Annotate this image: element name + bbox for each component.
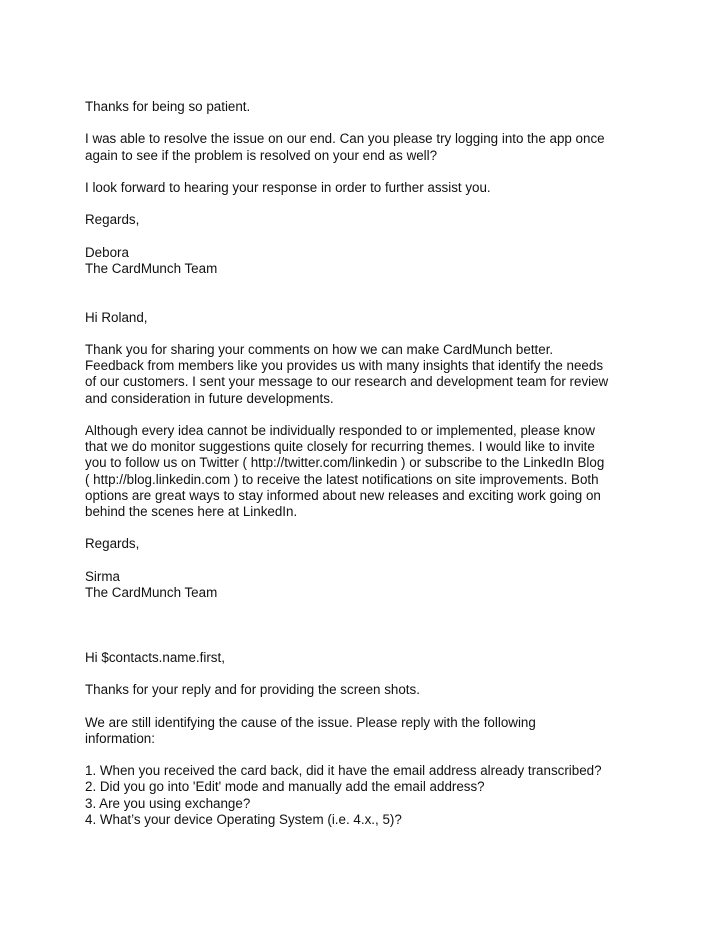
email3-greeting: Hi $contacts.name.first,: [85, 649, 225, 665]
paragraph-gap: [85, 115, 685, 131]
paragraph-gap: [85, 196, 685, 212]
email3-line: information:: [85, 730, 155, 746]
email2-greeting: Hi Roland,: [85, 309, 148, 325]
paragraph-gap: [85, 520, 685, 536]
paragraph-gap: [85, 229, 685, 245]
email3-question: 1. When you received the card back, did it have the email address already transcribed?: [85, 763, 602, 779]
email3-line: Thanks for your reply and for providing the screen shots.: [85, 682, 420, 698]
email3-question: 2. Did you go into 'Edit' mode and manually add the email address?: [85, 779, 485, 795]
email1-line: I was able to resolve the issue on our end. Can you please try logging into the app once: [85, 131, 605, 147]
email3-question: 4. What’s your device Operating System (i.e. 4.x., 5)?: [85, 811, 402, 827]
email2-line: and consideration in future developments.: [85, 390, 334, 406]
email2-line: Thank you for sharing your comments on how we can make CardMunch better.: [85, 341, 554, 357]
paragraph-gap: [85, 326, 685, 342]
paragraph-gap: [85, 747, 685, 763]
email2-line: Feedback from members like you provides us with many insights that identify the needs: [85, 358, 604, 374]
email2-line: Although every idea cannot be individually responded to or implemented, please know: [85, 422, 595, 438]
email2-line: ( http://blog.linkedin.com ) to receive the latest notifications on site improvements. Both: [85, 471, 599, 487]
email2-signature-name: Sirma: [85, 568, 120, 584]
email2-signature-team: The CardMunch Team: [85, 584, 218, 600]
email2-line: behind the scenes here at LinkedIn.: [85, 503, 298, 519]
email2-regards: Regards,: [85, 536, 140, 552]
paragraph-gap: [85, 164, 685, 180]
email2-line: of our customers. I sent your message to our research and development team for review: [85, 374, 609, 390]
paragraph-gap: [85, 666, 685, 682]
email1-signature-team: The CardMunch Team: [85, 260, 218, 276]
email2-line: that we do monitor suggestions quite closely for recurring themes. I would like to invite: [85, 439, 595, 455]
email2-line: you to follow us on Twitter ( http://twitter.com/linkedin ) or subscribe to the LinkedIn Blog: [85, 455, 605, 471]
email2-line: options are great ways to stay informed about new releases and exciting work going on: [85, 487, 601, 503]
document-body: [85, 99, 685, 828]
email1-signature-name: Debora: [85, 244, 129, 260]
email1-line: again to see if the problem is resolved on your end as well?: [85, 147, 438, 163]
section-gap: [85, 601, 685, 633]
section-gap: [85, 277, 685, 309]
paragraph-gap: [85, 634, 685, 650]
email1-line: Thanks for being so patient.: [85, 99, 251, 114]
paragraph-gap: [85, 553, 685, 569]
email3-question: 3. Are you using exchange?: [85, 795, 251, 811]
email1-regards: Regards,: [85, 212, 140, 228]
paragraph-gap: [85, 407, 685, 423]
email3-line: We are still identifying the cause of the issue. Please reply with the following: [85, 714, 536, 730]
paragraph-gap: [85, 698, 685, 714]
email1-line: I look forward to hearing your response in order to further assist you.: [85, 179, 491, 195]
